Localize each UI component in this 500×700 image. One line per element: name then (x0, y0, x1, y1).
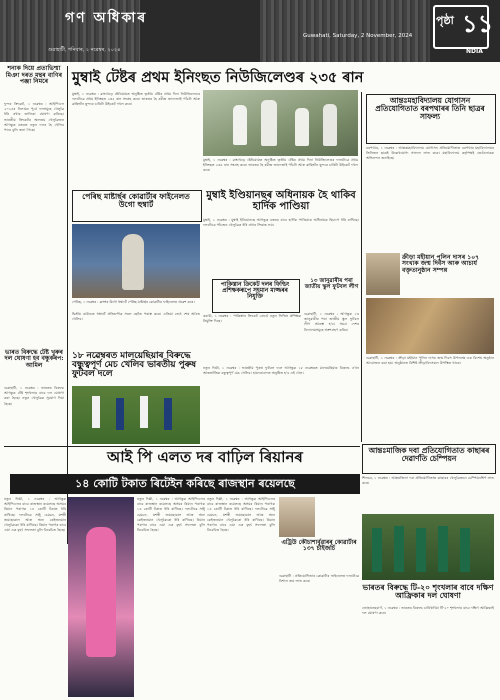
left-column-sub-body: গুৱাহাটী, ১ নৱেম্বৰ : ভাৰতৰ বিৰুদ্ধে আগন্তুক টেষ্ট শৃংখলাৰ বাবে দল ঘোষণা কৰা হৈছে। নতুন খেলুৱৈক সুযোগ দিয়া হৈছে। (4, 386, 64, 406)
page-label: পৃষ্ঠা (436, 14, 454, 27)
ipl-subhead-banner: ১৪ কোটি টকাত ৰিটেইন কৰিছে ৰাজস্থান ৰয়েলছে (10, 474, 360, 494)
masthead-crowd-image-right (260, 0, 430, 62)
sepp-photo (72, 224, 200, 298)
seniors-photo (279, 497, 315, 537)
football-body: নতুন দিল্লী, ১ নৱেম্বৰ : ভাৰতীয় পুৰুষ ফুটবল দলে আগন্তুক ১৮ নৱেম্বৰত মালয়েছিয়াৰ বিৰুদ্ধে এখন আন্তৰ্জাতিক বন্ধুত্বপূৰ্ণ মেচ খেলিব। হায়দৰাবাদত অনুষ্ঠিত হ'ব এই খেল। (203, 366, 359, 376)
ipl-player-photo (68, 497, 134, 697)
left-column-sub-heading: ভাৰত বিৰুদ্ধে টেষ্ট খুৰুৰ দল ঘোষণা হব বন্ধুকৰপ: আমিল (4, 349, 64, 369)
ipl-banner-heading: আই পি এলত দৰ বাঢ়িল ৰিয়ানৰ (107, 448, 303, 466)
section-rule (4, 446, 360, 447)
football-heading: ১৮ নৱেম্বৰত মালয়েছিয়াৰ বিৰুদ্ধে বন্ধুত্বপূৰ্ণ মেচ খেলিব ভাৰতীয় পুৰুষ ফুটবল দলে (72, 351, 196, 380)
hardik-body: মুম্বাই, ১ নৱেম্বৰ : মুম্বাই ইণ্ডিয়ানছে আগন্তুক বতৰৰ বাবে হাৰ্দিক পাণ্ডিয়াক অধিনায়ক হিচাপে ধৰি ৰাখিছে। দলটোৱে পাঁচজন খেলুৱৈক ধৰি ৰখাৰ সিদ্ধান্ত লয়। (203, 218, 359, 228)
main-story-body: মুম্বাই, ১ নৱেম্বৰ : ৱাংখেড়ে ষ্টেডিয়ামত অনুষ্ঠিত তৃতীয় টেষ্টৰ প্ৰথম দিনা নিউজিলেণ্ডৰ দলটোৱে প্ৰথম ইনিংছত ২৩৫ ৰান সংগ্ৰহ কৰে। ভাৰতৰ হৈ ৰবীন্দ্ৰ জাদেজাই পাঁচটা আৰু ৱাছিংটন ছুন্দৰে চাৰিটা উইকেট দখল কৰে। (72, 92, 200, 107)
chess-body: শিলচৰ, ১ নৱেম্বৰ : আন্তঃজিলা দবা প্ৰতিযোগিতাত কাছাৰৰ খেলুৱৈজনে চেম্পিয়নশ্বিপ লাভ কৰে। (362, 476, 494, 486)
right-story-2-heading: ক্ৰীড়া মহীয়ান পুলিন দাসৰ ১০৭ সংখ্যক জন্ম দিবস আৰু আচাৰ্য বক্তৃতানুষ্ঠান সম্পন্ন (402, 254, 480, 274)
masthead-date: Guwahati, Saturday, 2 November, 2024 (303, 33, 413, 39)
t20-body: জোহানেছবাৰ্গ, ১ নৱেম্বৰ : ভাৰতৰ বিৰুদ্ধে চাৰিখনীয়া টি-২০ শৃংখলাৰ বাবে দক্ষিণ আফ্ৰিকাই দল ঘোষণা কৰে। (362, 606, 494, 616)
column-rule (67, 66, 68, 544)
main-story-continued: মুম্বাই, ১ নৱেম্বৰ : ৱাংখেড়ে ষ্টেডিয়ামত অনুষ্ঠিত তৃতীয় টেষ্টৰ প্ৰথম দিনা নিউজিলেণ্ডৰ দলটোৱে প্ৰথম ইনিংছত ২৩৫ ৰান সংগ্ৰহ কৰে। ভাৰতৰ হৈ ৰবীন্দ্ৰ জাদেজাই পাঁচটা আৰু ৱাছিংটন ছুন্দৰে চাৰিটা উইকেট দখল কৰে। (203, 158, 358, 173)
seniors-body: গুৱাহাটী : প্ৰতিযোগিতাৰ কোৱাৰ্টাৰ ফাইনেলত দলটোৱে বিশাল জয় লাভ কৰে। (279, 574, 359, 584)
right-story-2-photo (366, 253, 400, 295)
right-story-2-body: গুৱাহাটী, ১ নৱেম্বৰ : ক্ৰীড়া মহীয়ান পুলিন দাসৰ জন্ম দিবস উপলক্ষে এক বিশেষ অনুষ্ঠান আয়োজন কৰা হয়। অনুষ্ঠানত বিশিষ্ট ক্ৰীড়াবিদসকল উপস্থিত থাকে। (366, 356, 494, 366)
chess-heading: আন্তঃমাজিক দবা প্ৰতিযোগিতাত কাছাৰৰ দেৱাৰ্ণতি চেম্পিয়ন (368, 446, 490, 463)
league-body: গুৱাহাটী, ১ নৱেম্বৰ : আগন্তুক ১৩ জানুৱাৰীৰ পৰা জাতীয় স্কুল ফুটবল লীগ আৰম্ভ হ'ব। সমগ্ৰ দেশৰ বিদ্যালয়সমূহে অংশগ্ৰহণ কৰিব। (304, 312, 359, 332)
pakistan-heading: পাকিস্তান ক্ৰিকেট দলৰ ফিল্ডিং প্ৰশিক্ষকৰূপে সহমান মাজ্জৰৰ নিযুক্তি (220, 282, 290, 301)
left-column-heading: শনাক দিয়ে প্ৰতাভিশ্মা মিঞা দৰত মন্থৰ বাণিৰ পঞ্জা নিমৰে (5, 65, 63, 85)
ipl-body-col-2: নতুন দিল্লী, ১ নৱেম্বৰ : আগন্তুক আইপিএলৰ বাবে ৰাজস্থান ৰয়েলছে অসমৰ ৰিয়ান পৰাগক ১৪ কোটি টকাত ধৰি ৰাখিছে। দলটোৱে সঞ্জু চেমচন, যশস্বী জয়ছোৱাল আৰু অন্য কেইজনমান খেলুৱৈকো ধৰি ৰাখিছে। ৰিয়ান পৰাগৰ বাবে এয়া এক বৃহৎ সফলতা বুলি বিবেচিত হৈছে। (137, 497, 205, 533)
page-suffix: NDIA (466, 48, 483, 55)
ipl-body-col-1: নতুন দিল্লী, ১ নৱেম্বৰ : আগন্তুক আইপিএলৰ বাবে ৰাজস্থান ৰয়েলছে অসমৰ ৰিয়ান পৰাগক ১৪ কোটি টকাত ধৰি ৰাখিছে। দলটোৱে সঞ্জু চেমচন, যশস্বী জয়ছোৱাল আৰু অন্য কেইজনমান খেলুৱৈকো ধৰি ৰাখিছে। ৰিয়ান পৰাগৰ বাবে এয়া এক বৃহৎ সফলতা বুলি বিবেচিত হৈছে। (4, 497, 66, 533)
page-number: ১১ (462, 10, 494, 38)
league-heading: ১৩ জানুৱাৰীৰ পৰা জাতীয় স্কুল ফুটবল লীগ (304, 278, 359, 290)
right-story-2-event-photo (366, 298, 494, 354)
ipl-body-col-3: নতুন দিল্লী, ১ নৱেম্বৰ : আগন্তুক আইপিএলৰ বাবে ৰাজস্থান ৰয়েলছে অসমৰ ৰিয়ান পৰাগক ১৪ কোটি টকাত ধৰি ৰাখিছে। দলটোৱে সঞ্জু চেমচন, যশস্বী জয়ছোৱাল আৰু অন্য কেইজনমান খেলুৱৈকো ধৰি ৰাখিছে। ৰিয়ান পৰাগৰ বাবে এয়া এক বৃহৎ সফলতা বুলি বিবেচিত হৈছে। (207, 497, 275, 533)
main-headline: মুম্বাই টেষ্টৰ প্ৰথম ইনিংছত নিউজিলেণ্ডৰ ২৩৫ ৰান (72, 69, 364, 86)
t20-photo (362, 514, 494, 580)
football-photo (72, 386, 200, 444)
masthead-date-left: গুৱাহাটী, শনিবাৰ, ২ নৱেম্বৰ, ২০২৪ (48, 47, 121, 53)
sepp-caption: পেৰিছ, ১ নৱেম্বৰ : ফ্ৰান্সৰ উগো হুম্বাৰ্টে পেৰিছ মাষ্টাৰ্ছৰ কোৱাৰ্টাৰ ফাইনেলত প্ৰৱেশ কৰে। (72, 300, 195, 304)
hardik-heading: মুম্বাই ইণ্ডিয়ানছৰ অধিনায়ক হৈ থাকিব হাৰ্দিক পাণ্ডিয়া (206, 190, 356, 212)
sepp-heading: পেৰিছ মাষ্টাৰ্ছৰ কোৱাৰ্টাৰ ফাইনেলত উগো হুম্বাৰ্ট (82, 192, 190, 209)
pakistan-body: কৰাচী, ১ নৱেম্বৰ : পাকিস্তান ক্ৰিকেট বোৰ্ডে নতুন ফিল্ডিং প্ৰশিক্ষক নিযুক্তি দিছে। (203, 314, 301, 324)
left-column-body: ফুন্দৰ ক্ৰিকেট, ১ নৱেম্বৰ : আইপিএল ২০২৫ৰ নিলামৰ পূৰ্বে দলসমূহে খেলুৱৈ ধৰি ৰখাৰ তালিকা ঘোষণা কৰিছে। ভাৰতীয় ক্ৰিকেটৰ অন্যতম খেলুৱৈজন আগন্তুক বতৰত নতুন দলৰ হৈ খেলিব পাৰে বুলি জনা গৈছে। (4, 102, 64, 133)
right-story-1-body: বৰপথাৰ, ১ নৱেম্বৰ : আন্তঃমহাবিদ্যালয় যোগাসন প্ৰতিযোগিতাত বৰপথাৰ মহাবিদ্যালয়ৰ তিনিজন ছাত্ৰই উল্লেখযোগ্য সাফল্য লাভ কৰে। মহাবিদ্যালয় কৰ্তৃপক্ষই তেওঁলোকক অভিনন্দন জনাইছে। (366, 146, 494, 161)
sepp-body: দ্বিতীয় ৰাউণ্ডত হুম্বাৰ্টে প্ৰতিদ্বন্দীক সৰল ছেটত পৰাস্ত কৰে। এতিয়া তেওঁ শেষ আঠত খেলিব। (72, 312, 200, 322)
column-rule-right (361, 92, 362, 442)
right-story-1-heading: আন্তঃমহাবিদ্যালয় যোগাসন প্ৰতিযোগিতাত বৰপথাৰৰ তিনি ছাত্ৰৰ সাফল্য (375, 96, 485, 121)
seniors-heading: এট্ৰিউ কৌচাশাৰ্বুৱাৰৰ কোৱাৰ্টাৰ ১৩৭ চাইজৰ্চি (281, 539, 357, 553)
masthead-title: গণ অধিকাৰ (65, 10, 148, 26)
main-story-photo (203, 90, 358, 156)
t20-heading: ভাৰতৰ বিৰুদ্ধে টি-২০ শৃংখলাৰ বাবে দক্ষিণ আফ্ৰিকাৰ দল ঘোষণা (362, 583, 494, 600)
